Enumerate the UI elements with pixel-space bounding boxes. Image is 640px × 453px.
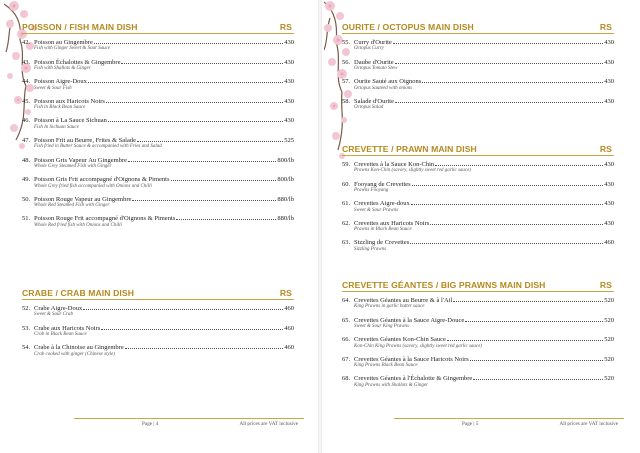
item-number: 44. bbox=[22, 78, 31, 86]
item-price: 880/lb bbox=[277, 215, 294, 223]
item-name: Poisson au Gingembre bbox=[34, 39, 93, 46]
dot-leader bbox=[101, 329, 283, 330]
page-number: Page | 4 bbox=[142, 421, 159, 427]
dot-leader bbox=[411, 204, 603, 205]
item-name: Crabe à la Chinoise au Gingembre bbox=[34, 344, 124, 352]
item-price: 520 bbox=[604, 375, 614, 383]
item-price: 430 bbox=[604, 200, 614, 208]
item-description: Prawns Fooyang bbox=[354, 188, 389, 193]
item-name: Crevettes Géantes à l'Échalotte & Gingembre bbox=[354, 375, 473, 383]
dot-leader bbox=[176, 219, 276, 220]
item-description: Whole Grey fried fish accompanied with Onions and Chilli bbox=[34, 183, 152, 189]
item-name: Daube d'Ourite bbox=[354, 58, 394, 66]
item-name: Crabe aux Haricots Noirs bbox=[34, 324, 101, 332]
menu-page-left bbox=[4, 0, 316, 453]
section-big-prawns bbox=[342, 280, 614, 395]
section-header bbox=[342, 280, 614, 292]
section-fish bbox=[22, 22, 294, 235]
item-name: Crevettes Géantes à la Sauce Aigre-Douce bbox=[354, 316, 465, 324]
item-description: Octopus Salad bbox=[354, 105, 384, 111]
item-number: 57. bbox=[342, 78, 351, 86]
item-number: 62. bbox=[342, 219, 351, 227]
dot-leader bbox=[473, 379, 603, 380]
currency-label: RS bbox=[279, 288, 292, 298]
item-number: 42. bbox=[22, 39, 31, 46]
item-name: Crevettes Géantes à la Sauce Haricots Noirs bbox=[354, 355, 469, 363]
menu-item-row bbox=[22, 78, 294, 85]
dot-leader bbox=[410, 243, 603, 244]
dot-leader bbox=[137, 141, 283, 142]
dot-leader bbox=[83, 309, 283, 310]
vat-note: All prices are VAT inclusive bbox=[239, 421, 298, 427]
menu-item bbox=[342, 375, 614, 388]
item-description: Crab cooked with ginger (Chinese style) bbox=[34, 351, 115, 357]
item-description: Sweet & Sour Prawns bbox=[354, 207, 399, 213]
menu-items-list bbox=[22, 305, 294, 357]
menu-item bbox=[22, 59, 294, 72]
item-price: 800/lb bbox=[277, 176, 294, 184]
menu-item bbox=[342, 39, 614, 52]
item-description: Fish In Sichuan Sauce bbox=[34, 124, 79, 130]
item-price: 430 bbox=[604, 161, 614, 168]
menu-item bbox=[22, 325, 294, 338]
item-description: Fish in Black Bean Sauce bbox=[34, 105, 86, 111]
item-number: 54. bbox=[22, 344, 31, 352]
menu-item bbox=[22, 215, 294, 228]
menu-item bbox=[342, 181, 614, 194]
menu-item-row bbox=[22, 305, 294, 312]
item-description: Whole Red Steamed Fish with Ginger bbox=[34, 203, 110, 209]
menu-item bbox=[342, 161, 614, 174]
item-name: Poisson Rouge Vapeur au Gingembre bbox=[34, 195, 132, 203]
item-number: 63. bbox=[342, 239, 351, 247]
menu-item-row bbox=[342, 356, 614, 363]
menu-item-row bbox=[22, 215, 294, 222]
menu-item bbox=[22, 344, 294, 357]
section-title: CRABE / CRAB MAIN DISH bbox=[22, 288, 135, 298]
menu-items-list bbox=[342, 297, 614, 389]
dot-leader bbox=[171, 180, 277, 181]
item-price: 460 bbox=[604, 239, 614, 247]
item-price: 430 bbox=[604, 97, 614, 105]
menu-item bbox=[342, 356, 614, 369]
item-number: 45. bbox=[22, 97, 31, 105]
item-description: Whole Red fried fish with Onions and Chilli bbox=[34, 222, 122, 228]
item-name: Fooyang de Crevettes bbox=[354, 180, 411, 188]
item-price: 460 bbox=[284, 305, 294, 312]
menu-page-right bbox=[324, 0, 636, 453]
currency-label: RS bbox=[599, 280, 612, 290]
item-description: Sweet & Sour Crab bbox=[34, 312, 74, 318]
item-name: Crevettes Géantes Kon-Chin Sauce bbox=[354, 336, 446, 344]
item-number: 56. bbox=[342, 58, 351, 66]
menu-item bbox=[22, 117, 294, 130]
menu-items-list bbox=[342, 39, 614, 111]
menu-item bbox=[22, 176, 294, 189]
item-price: 430 bbox=[284, 78, 294, 86]
menu-item-row bbox=[22, 196, 294, 203]
item-number: 46. bbox=[22, 117, 31, 125]
menu-item bbox=[342, 336, 614, 349]
item-price: 460 bbox=[284, 324, 294, 332]
item-number: 67. bbox=[342, 355, 351, 363]
menu-item bbox=[342, 200, 614, 213]
item-number: 64. bbox=[342, 297, 351, 304]
dot-leader bbox=[470, 360, 603, 361]
section-header bbox=[342, 22, 614, 34]
item-description: Sweet & Sour King Prawns bbox=[354, 324, 410, 329]
menu-item-row bbox=[22, 59, 294, 66]
item-number: 55. bbox=[342, 39, 351, 46]
item-price: 430 bbox=[284, 117, 294, 125]
currency-label: RS bbox=[599, 144, 612, 154]
item-name: Poisson aux Haricots Noirs bbox=[34, 97, 105, 105]
item-description: King Prawns Black Bean Sauce bbox=[354, 363, 418, 369]
item-price: 880/lb bbox=[277, 195, 294, 203]
menu-item-row bbox=[22, 157, 294, 164]
item-name: Crabe Aigre-Doux bbox=[34, 305, 83, 312]
item-name: Poisson Gris Frit accompagné d'Oignons & Piments bbox=[34, 176, 170, 184]
menu-item bbox=[342, 98, 614, 111]
item-name: Ourite Sauté aux Oignons bbox=[354, 78, 422, 86]
item-price: 520 bbox=[604, 355, 614, 363]
item-number: 47. bbox=[22, 136, 31, 144]
menu-item bbox=[342, 239, 614, 252]
menu-item-row bbox=[22, 117, 294, 124]
menu-item-row bbox=[342, 317, 614, 324]
item-description: Octopus Tomato Stew bbox=[354, 66, 398, 71]
dot-leader bbox=[128, 161, 276, 162]
menu-item-row bbox=[342, 78, 614, 85]
section-prawn bbox=[342, 144, 614, 259]
item-price: 520 bbox=[604, 316, 614, 324]
item-price: 430 bbox=[604, 78, 614, 86]
item-name: Poisson Échalottes & Gingembre bbox=[34, 58, 121, 66]
item-price: 460 bbox=[284, 344, 294, 352]
section-title: CREVETTE / PRAWN MAIN DISH bbox=[342, 144, 477, 154]
item-number: 60. bbox=[342, 180, 351, 188]
menu-item-row bbox=[22, 39, 294, 46]
dot-leader bbox=[132, 200, 276, 201]
item-name: Crevettes à la Sauce Kon-Chin bbox=[354, 161, 435, 168]
dot-leader bbox=[447, 340, 603, 341]
dot-leader bbox=[453, 301, 603, 302]
item-description: Octopus Sautéed with onions bbox=[354, 85, 413, 91]
dot-leader bbox=[125, 348, 284, 349]
menu-item bbox=[22, 137, 294, 150]
item-price: 430 bbox=[284, 39, 294, 46]
item-price: 430 bbox=[604, 219, 614, 227]
dot-leader bbox=[121, 63, 283, 64]
menu-item bbox=[22, 78, 294, 91]
item-price: 430 bbox=[604, 39, 614, 46]
menu-item-row bbox=[342, 181, 614, 188]
menu-item bbox=[22, 157, 294, 170]
currency-label: RS bbox=[599, 22, 612, 32]
item-description: King Prawns in garlic butter sauce bbox=[354, 304, 425, 310]
item-description: Whole Grey Steamed Fish with Ginger bbox=[34, 163, 112, 169]
item-name: Crevettes Géantes au Beurre & à l'Ail bbox=[354, 297, 453, 304]
dot-leader bbox=[395, 102, 603, 103]
item-name: Poisson Rouge Frit accompagné d'Oignons & Piments bbox=[34, 215, 176, 223]
menu-item-row bbox=[342, 59, 614, 66]
menu-item-row bbox=[342, 239, 614, 246]
item-number: 51. bbox=[22, 215, 31, 223]
item-name: Curry d'Ourite bbox=[354, 39, 392, 46]
section-title: POISSON / FISH MAIN DISH bbox=[22, 22, 138, 32]
menu-item-row bbox=[22, 98, 294, 105]
item-price: 520 bbox=[604, 297, 614, 304]
dot-leader bbox=[435, 165, 603, 166]
section-title: OURITE / OCTOPUS MAIN DISH bbox=[342, 22, 474, 32]
item-price: 430 bbox=[604, 58, 614, 66]
menu-item bbox=[22, 305, 294, 318]
item-name: Sizzling de Crevettes bbox=[354, 239, 410, 247]
item-description: Crab in Black Bean Sauce bbox=[34, 332, 87, 337]
menu-item bbox=[342, 317, 614, 330]
page-number: Page | 5 bbox=[462, 421, 479, 427]
item-number: 58. bbox=[342, 97, 351, 105]
menu-item bbox=[22, 98, 294, 111]
item-description: Prawns in Black Bean Sauce bbox=[354, 227, 412, 233]
item-description: Fish with Shallots & Ginger bbox=[34, 66, 91, 71]
menu-item bbox=[342, 78, 614, 91]
menu-item-row bbox=[22, 137, 294, 144]
section-title: CREVETTE GÉANTES / BIG PRAWNS MAIN DISH bbox=[342, 280, 546, 290]
menu-item-row bbox=[342, 161, 614, 168]
item-number: 52. bbox=[22, 305, 31, 312]
item-description: Kon-Chin King Prawns (savory, slightly sweet red garlic sauce) bbox=[354, 343, 483, 349]
menu-item-row bbox=[342, 336, 614, 343]
item-name: Poisson Aigre-Doux bbox=[34, 78, 87, 86]
menu-items-list bbox=[22, 39, 294, 229]
item-name: Crevettes Aigre-doux bbox=[354, 200, 410, 208]
item-description: Sweet & Sour Fish bbox=[34, 85, 72, 91]
menu-item-row bbox=[342, 375, 614, 382]
page-footer bbox=[394, 418, 624, 427]
dot-leader bbox=[422, 82, 603, 83]
item-description: Fish with Ginger Sweet & Sour Sauce bbox=[34, 46, 111, 52]
item-price: 430 bbox=[284, 58, 294, 66]
section-header bbox=[22, 22, 294, 34]
dot-leader bbox=[430, 224, 603, 225]
item-price: 430 bbox=[284, 97, 294, 105]
dot-leader bbox=[412, 185, 604, 186]
dot-leader bbox=[395, 63, 604, 64]
section-header bbox=[22, 288, 294, 300]
item-name: Crevettes aux Haricots Noirs bbox=[354, 219, 430, 227]
item-number: 68. bbox=[342, 375, 351, 383]
item-name: Poisson Gris Vapeur Au Gingembre bbox=[34, 156, 128, 164]
menu-item-row bbox=[342, 220, 614, 227]
item-price: 800/lb bbox=[277, 156, 294, 164]
section-header bbox=[342, 144, 614, 156]
item-number: 49. bbox=[22, 176, 31, 184]
menu-item bbox=[342, 297, 614, 310]
dot-leader bbox=[465, 321, 603, 322]
menu-item bbox=[342, 59, 614, 72]
item-description: King Prawns with Shallots & Ginger bbox=[354, 382, 429, 388]
item-number: 61. bbox=[342, 200, 351, 208]
dot-leader bbox=[106, 102, 283, 103]
menu-item-row bbox=[342, 98, 614, 105]
item-price: 430 bbox=[604, 180, 614, 188]
currency-label: RS bbox=[279, 22, 292, 32]
dot-leader bbox=[393, 43, 603, 44]
menu-item-row bbox=[342, 200, 614, 207]
item-number: 65. bbox=[342, 316, 351, 324]
item-number: 66. bbox=[342, 336, 351, 344]
dot-leader bbox=[94, 43, 283, 44]
menu-item-row bbox=[22, 325, 294, 332]
item-name: Salade d'Ourite bbox=[354, 97, 394, 105]
menu-item bbox=[22, 39, 294, 52]
menu-item-row bbox=[22, 344, 294, 351]
item-name: Poisson à La Sauce Sichuan bbox=[34, 117, 107, 125]
item-price: 525 bbox=[284, 136, 294, 144]
page-fold bbox=[318, 0, 322, 453]
dot-leader bbox=[108, 121, 283, 122]
menu-item bbox=[342, 220, 614, 233]
item-number: 53. bbox=[22, 324, 31, 332]
item-number: 48. bbox=[22, 156, 31, 164]
item-number: 59. bbox=[342, 161, 351, 168]
menu-item bbox=[22, 196, 294, 209]
section-octopus bbox=[342, 22, 614, 117]
item-number: 43. bbox=[22, 58, 31, 66]
menu-item-row bbox=[342, 39, 614, 46]
section-crab bbox=[22, 288, 294, 364]
item-price: 520 bbox=[604, 336, 614, 344]
menu-items-list bbox=[342, 161, 614, 253]
item-description: Octopus Curry bbox=[354, 46, 384, 52]
item-description: Fish fried in Butter Sauce & accompanied with Fries and Salad bbox=[34, 144, 162, 150]
item-description: Prawns Kon-Chin (savory, slightly sweet red garlic sauce) bbox=[354, 168, 472, 174]
dot-leader bbox=[88, 82, 283, 83]
page-footer bbox=[74, 418, 304, 427]
menu-item-row bbox=[22, 176, 294, 183]
item-number: 50. bbox=[22, 195, 31, 203]
item-name: Poisson Frit au Beurre, Frites & Salade bbox=[34, 136, 137, 144]
vat-note: All prices are VAT inclusive bbox=[559, 421, 618, 427]
menu-item-row bbox=[342, 297, 614, 304]
item-description: Sizzling Prawns bbox=[354, 246, 387, 252]
